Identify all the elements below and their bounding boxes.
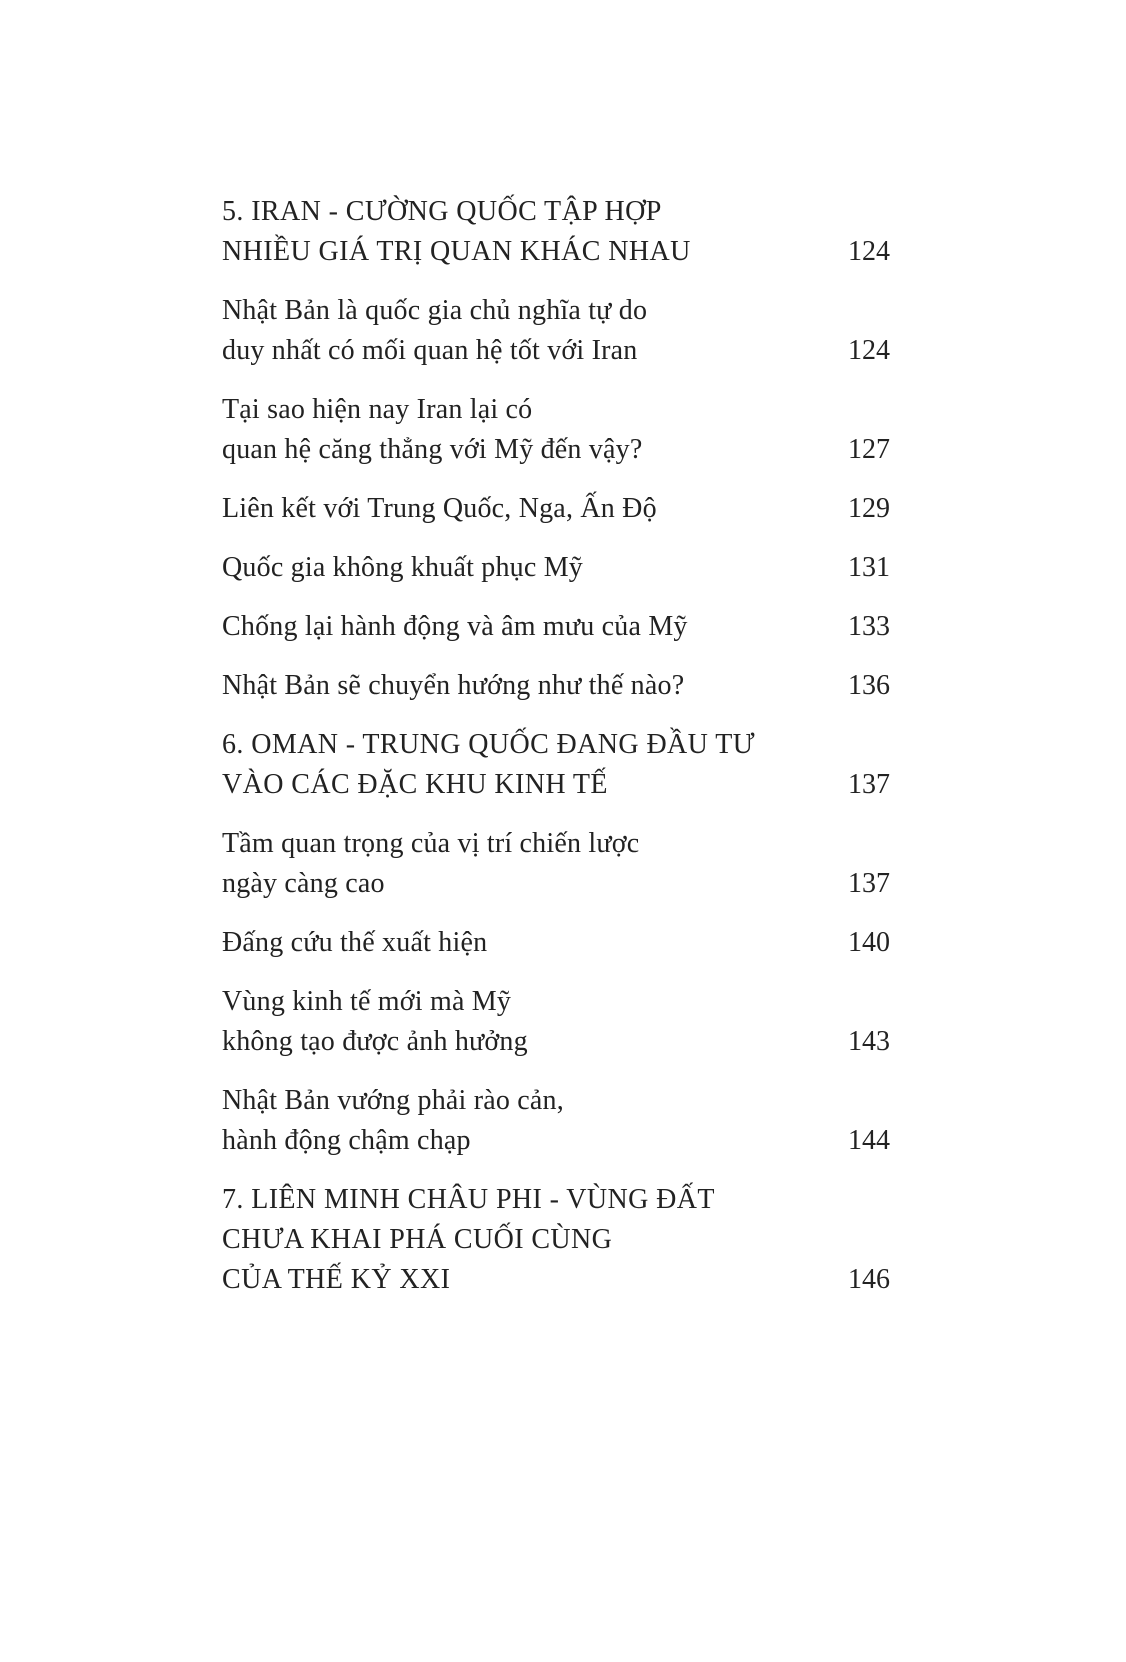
toc-entry-title: [222, 489, 657, 529]
toc-entry-line: Quốc gia không khuất phục Mỹ: [222, 552, 583, 583]
toc-entry: [222, 1180, 890, 1300]
toc-entry: [222, 923, 890, 963]
toc-entry-line: Chống lại hành động và âm mưu của Mỹ: [222, 611, 688, 642]
toc-entry-line: 5. IRAN - CƯỜNG QUỐC TẬP HỢP: [222, 196, 662, 227]
toc-entry: [222, 192, 890, 272]
toc-entry-line: không tạo được ảnh hưởng: [222, 1026, 528, 1057]
toc-entry-title: [222, 192, 691, 272]
toc-entry-line: ngày càng cao: [222, 868, 385, 899]
toc-entry: [222, 725, 890, 805]
toc-entry-title: [222, 725, 755, 805]
toc-entry-line: 6. OMAN - TRUNG QUỐC ĐANG ĐẦU TƯ: [222, 729, 755, 760]
toc-entry-title: [222, 291, 647, 371]
toc-entry: [222, 489, 890, 529]
toc-page-number: 144: [848, 1125, 890, 1156]
toc-page-number: 129: [848, 493, 890, 524]
toc-entry-line: Nhật Bản vướng phải rào cản,: [222, 1085, 564, 1116]
toc-page-number: 136: [848, 670, 890, 701]
toc-entry-line: hành động chậm chạp: [222, 1125, 471, 1156]
toc-entry-title: [222, 607, 688, 647]
toc-entry-line: VÀO CÁC ĐẶC KHU KINH TẾ: [222, 769, 608, 800]
table-of-contents: [222, 192, 890, 1300]
toc-entry-line: Nhật Bản là quốc gia chủ nghĩa tự do: [222, 295, 648, 326]
toc-page-number: 127: [848, 434, 890, 465]
toc-entry: [222, 548, 890, 588]
toc-entry: [222, 1081, 890, 1161]
toc-page-number: 140: [848, 927, 890, 958]
toc-entry-line: duy nhất có mối quan hệ tốt với Iran: [222, 335, 638, 366]
toc-entry-title: [222, 548, 583, 588]
toc-page-number: 124: [848, 335, 890, 366]
toc-entry-line: Vùng kinh tế mới mà Mỹ: [222, 986, 512, 1017]
toc-page-number: 137: [848, 868, 890, 899]
toc-entry-line: CHƯA KHAI PHÁ CUỐI CÙNG: [222, 1224, 613, 1255]
toc-page-number: 146: [848, 1264, 890, 1295]
toc-entry-line: Nhật Bản sẽ chuyển hướng như thế nào?: [222, 670, 685, 701]
toc-entry-line: CỦA THẾ KỶ XXI: [222, 1264, 451, 1295]
toc-entry: [222, 666, 890, 706]
toc-entry-title: [222, 923, 487, 963]
toc-entry-line: Tầm quan trọng của vị trí chiến lược: [222, 828, 640, 859]
toc-page-number: 133: [848, 611, 890, 642]
toc-entry-title: [222, 824, 639, 904]
toc-page-number: 137: [848, 769, 890, 800]
toc-entry: [222, 607, 890, 647]
toc-entry-title: [222, 982, 528, 1062]
toc-entry-title: [222, 1081, 564, 1161]
toc-entry-line: 7. LIÊN MINH CHÂU PHI - VÙNG ĐẤT: [222, 1184, 715, 1215]
toc-entry-line: Đấng cứu thế xuất hiện: [222, 927, 488, 958]
toc-page-number: 131: [848, 552, 890, 583]
toc-entry-line: NHIỀU GIÁ TRỊ QUAN KHÁC NHAU: [222, 236, 691, 267]
toc-entry: [222, 291, 890, 371]
toc-entry-title: [222, 1180, 715, 1300]
toc-entry: [222, 390, 890, 470]
toc-entry-title: [222, 390, 642, 470]
toc-entry: [222, 824, 890, 904]
toc-entry-line: Tại sao hiện nay Iran lại có: [222, 394, 533, 425]
toc-page-number: 143: [848, 1026, 890, 1057]
toc-page-number: 124: [848, 236, 890, 267]
toc-entry-line: Liên kết với Trung Quốc, Nga, Ấn Độ: [222, 493, 657, 524]
toc-entry-title: [222, 666, 684, 706]
toc-entry-line: quan hệ căng thẳng với Mỹ đến vậy?: [222, 434, 643, 465]
toc-entry: [222, 982, 890, 1062]
